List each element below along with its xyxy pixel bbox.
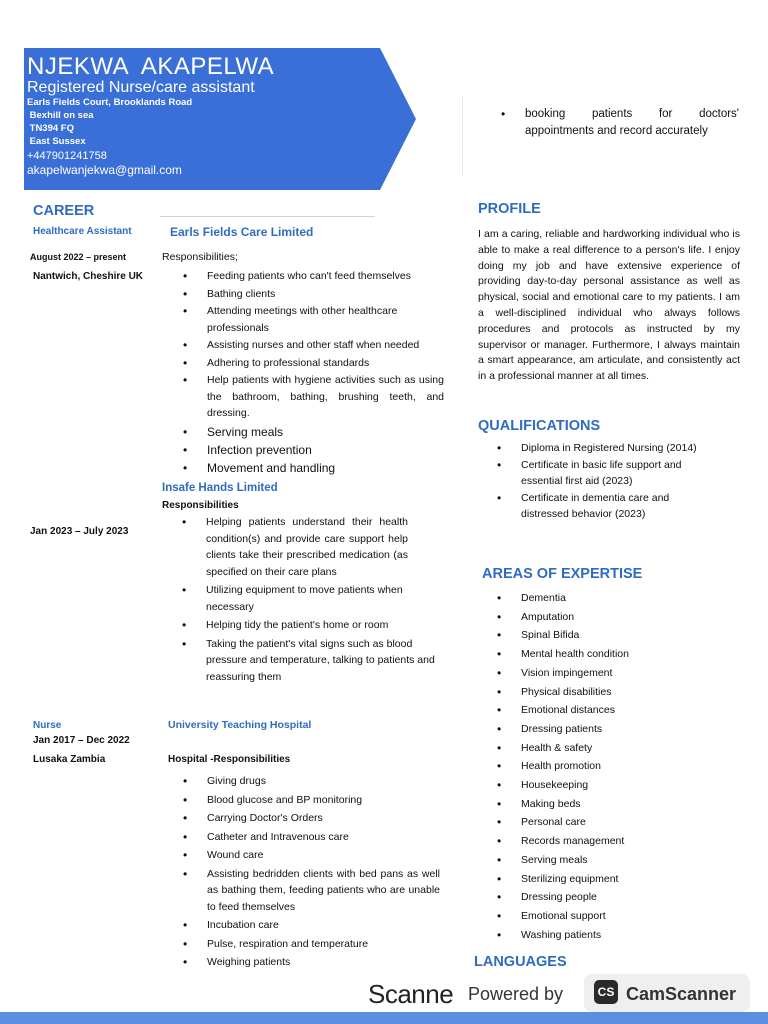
- address-line: Earls Fields Court, Brooklands Road: [27, 97, 193, 108]
- footer-bar: [0, 1012, 768, 1024]
- profile-text: I am a caring, reliable and hardworking individual who is able to make a real difference to a person's life. I enjoy doing my job and have extensive experience of providing day-to-day personal assistance as well as physical, social and emotional care to my patients. I am a well-disciplined individual who always follows procedures and protocols as instructed by my supervisor or manager. Furthermore, I always maintain a smart appearance, am articulate, and consistently act in a professional manner at all times.: [478, 228, 740, 383]
- expertise-list: [521, 589, 721, 944]
- column-divider: [462, 96, 463, 176]
- profile-heading: PROFILE: [478, 201, 541, 217]
- list-item: • Dressing patients: [521, 720, 721, 739]
- list-item: • Emotional distances: [521, 701, 721, 720]
- list-item: • Dementia: [521, 589, 721, 608]
- job2-duties: [206, 514, 435, 685]
- list-item: • Personal care: [521, 813, 721, 832]
- list-item: • Weighing patients: [207, 954, 440, 971]
- list-item: • Help patients with hygiene activities such as using the bathroom, bathing, brushing teeth, and dressing.: [207, 372, 444, 422]
- list-item: • Health promotion: [521, 757, 721, 776]
- list-item: • Housekeeping: [521, 776, 721, 795]
- job1-position: Healthcare Assistant: [33, 226, 132, 237]
- list-item: • Incubation care: [207, 917, 440, 934]
- job2-employer: Insafe Hands Limited: [162, 482, 278, 494]
- career-rule: [160, 216, 375, 217]
- list-item: • Attending meetings with other healthcare professionals: [207, 303, 444, 336]
- camscanner-logo-icon: CS: [594, 980, 618, 1004]
- header-contact: [27, 54, 274, 178]
- address-line: Bexhill on sea: [27, 110, 94, 121]
- languages-heading: LANGUAGES: [474, 954, 567, 970]
- list-item: • booking patients for doctors' appointments and record accurately: [525, 106, 739, 140]
- list-item: • Assisting bedridden clients with bed pans as well as bathing them, feeding patients who are unable to feed themselves: [207, 866, 440, 916]
- list-item: • Giving drugs: [207, 773, 440, 790]
- list-item: • Physical disabilities: [521, 683, 721, 702]
- watermark-brand: CamScanner: [626, 984, 737, 1004]
- list-item: • Certificate in basic life support and essential first aid (2023): [521, 457, 705, 490]
- list-item: • Emotional support: [521, 907, 721, 926]
- continued-bullets: [525, 106, 739, 140]
- job3-location: Lusaka Zambia: [33, 754, 106, 765]
- job1-duties: [207, 268, 444, 477]
- candidate-role: Registered Nurse/care assistant: [27, 79, 255, 96]
- list-item: • Movement and handling: [207, 459, 444, 477]
- job3-duties: [207, 773, 440, 971]
- list-item: • Mental health condition: [521, 645, 721, 664]
- qualifications-heading: QUALIFICATIONS: [478, 418, 601, 434]
- list-item: • Serving meals: [207, 423, 444, 441]
- list-item: • Bathing clients: [207, 286, 444, 303]
- list-item: • Pulse, respiration and temperature: [207, 936, 440, 953]
- email-address: akapelwanjekwa@gmail.com: [27, 163, 182, 177]
- list-item: • Serving meals: [521, 851, 721, 870]
- list-item: • Sterilizing equipment: [521, 870, 721, 889]
- list-item: • Assisting nurses and other staff when needed: [207, 337, 444, 354]
- job3-employer: University Teaching Hospital: [168, 719, 312, 731]
- address-line: TN394 FQ: [27, 123, 74, 134]
- list-item: • Feeding patients who can't feed themselves: [207, 268, 444, 285]
- list-item: • Diploma in Registered Nursing (2014): [521, 440, 705, 457]
- list-item: • Adhering to professional standards: [207, 355, 444, 372]
- list-item: • Dressing people: [521, 888, 721, 907]
- list-item: • Certificate in dementia care and distressed behavior (2023): [521, 490, 705, 523]
- phone-number: +447901241758: [27, 150, 107, 162]
- list-item: • Washing patients: [521, 926, 721, 945]
- list-item: • Helping patients understand their health condition(s) and provide care support help clients take their prescribed medication (as specified on their care plans: [206, 514, 408, 580]
- job1-location: Nantwich, Cheshire UK: [33, 271, 144, 282]
- address-line: East Sussex: [27, 136, 86, 147]
- list-item: • Wound care: [207, 847, 440, 864]
- watermark-powered: Powered by: [468, 984, 564, 1004]
- list-item: • Utilizing equipment to move patients when necessary: [206, 582, 408, 615]
- expertise-heading: AREAS OF EXPERTISE: [482, 566, 643, 582]
- list-item: • Infection prevention: [207, 441, 444, 459]
- list-item: • Vision impingement: [521, 664, 721, 683]
- career-heading: CAREER: [33, 203, 95, 219]
- list-item: • Carrying Doctor's Orders: [207, 810, 440, 827]
- watermark-scanned: Scanne: [368, 979, 454, 1009]
- list-item: • Helping tidy the patient's home or room: [206, 617, 408, 634]
- job1-dates: August 2022 – present: [30, 252, 127, 262]
- list-item: • Making beds: [521, 795, 721, 814]
- job3-resp-label: Hospital -Responsibilities: [168, 754, 291, 765]
- candidate-name: NJEKWA AKAPELWA: [27, 53, 275, 80]
- address-block: [27, 96, 274, 148]
- list-item: • Blood glucose and BP monitoring: [207, 792, 440, 809]
- list-item: • Records management: [521, 832, 721, 851]
- job3-dates: Jan 2017 – Dec 2022: [33, 735, 130, 746]
- job1-employer: Earls Fields Care Limited: [170, 225, 314, 239]
- list-item: • Health & safety: [521, 739, 721, 758]
- job2-dates: Jan 2023 – July 2023: [30, 526, 129, 537]
- qualifications-list: [521, 440, 705, 523]
- job3-position: Nurse: [33, 720, 62, 731]
- list-item: • Amputation: [521, 608, 721, 627]
- list-item: • Catheter and Intravenous care: [207, 829, 440, 846]
- job1-resp-label: Responsibilities;: [162, 251, 238, 263]
- job2-resp-label: Responsibilities: [162, 500, 239, 511]
- list-item: • Taking the patient's vital signs such as blood pressure and temperature, talking to patients and reassuring them: [206, 636, 438, 686]
- list-item: • Spinal Bifida: [521, 626, 721, 645]
